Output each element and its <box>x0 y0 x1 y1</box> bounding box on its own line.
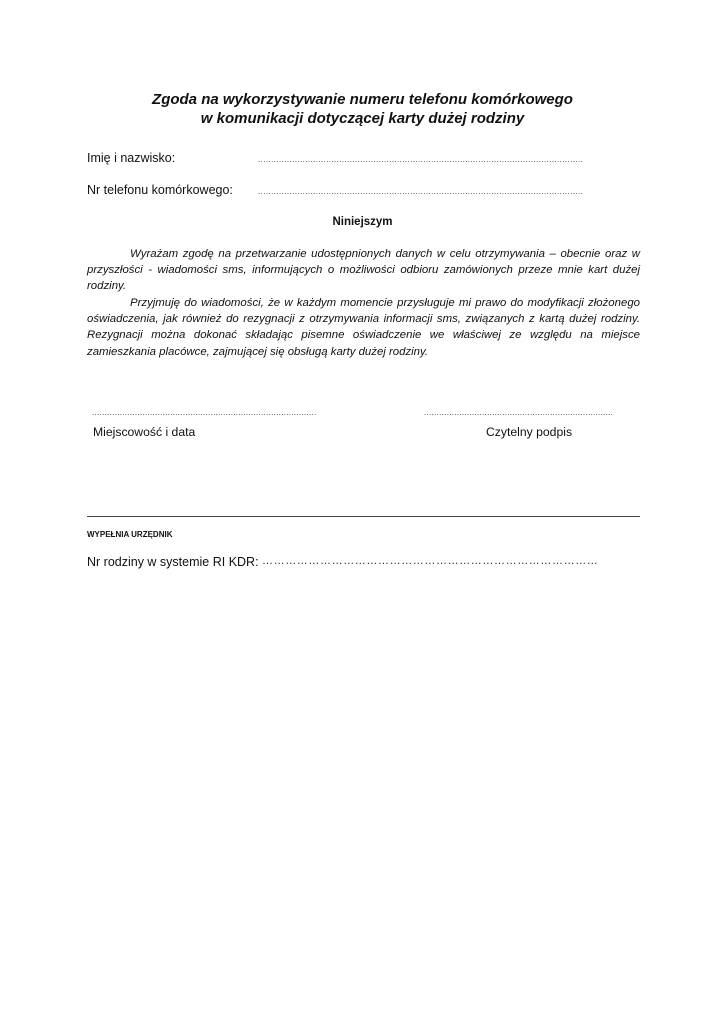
section-heading: Niniejszym <box>332 216 393 228</box>
consent-paragraph: Wyrażam zgodę na przetwarzanie udostępnionych danych w celu otrzymywania – obecnie oraz w przyszłości - wiadomości sms, informujących o możliwości odbioru zamówionych przeze mnie kart dużej rodziny. <box>87 248 640 293</box>
document-title-line-2: w komunikacji dotyczącej karty dużej rodziny <box>200 110 525 127</box>
name-field-label: Imię i nazwisko: <box>87 151 176 165</box>
kdr-number-label: Nr rodziny w systemie RI KDR: <box>87 555 259 569</box>
place-date-label: Miejscowość i data <box>93 425 196 439</box>
withdrawal-paragraph: Przyjmuję do wiadomości, że w każdym momencie przysługuje mi prawo do modyfikacji złożonego oświadczenia, jak również do rezygnacji z otrzymywania informacji sms, związanych z kartą dużej rodziny. Rezygnacji można dokonać składając pisemne oświadczenie we właściwej ze względu na miejsce zamieszkania placówce, zajmującej się obsługą karty dużej rodziny. <box>87 297 640 358</box>
phone-field-dotted-line[interactable]: ............................................................................................................................ <box>258 187 584 196</box>
officer-section-heading: WYPEŁNIA URZĘDNIK <box>87 530 173 539</box>
document-title-line-1: Zgoda na wykorzystywanie numeru telefonu komórkowego <box>152 91 573 108</box>
name-field-dotted-line[interactable]: ............................................................................................................................ <box>258 155 584 164</box>
kdr-number-dotted-line[interactable]: …………………………………………………………………………… <box>262 555 599 567</box>
signature-dotted-line[interactable]: ........................................................................... <box>424 408 614 417</box>
signature-label: Czytelny podpis <box>486 425 573 439</box>
phone-field-label: Nr telefonu komórkowego: <box>87 183 233 197</box>
place-date-dotted-line[interactable]: ......................................................................................... <box>92 408 317 417</box>
section-divider <box>87 516 640 517</box>
